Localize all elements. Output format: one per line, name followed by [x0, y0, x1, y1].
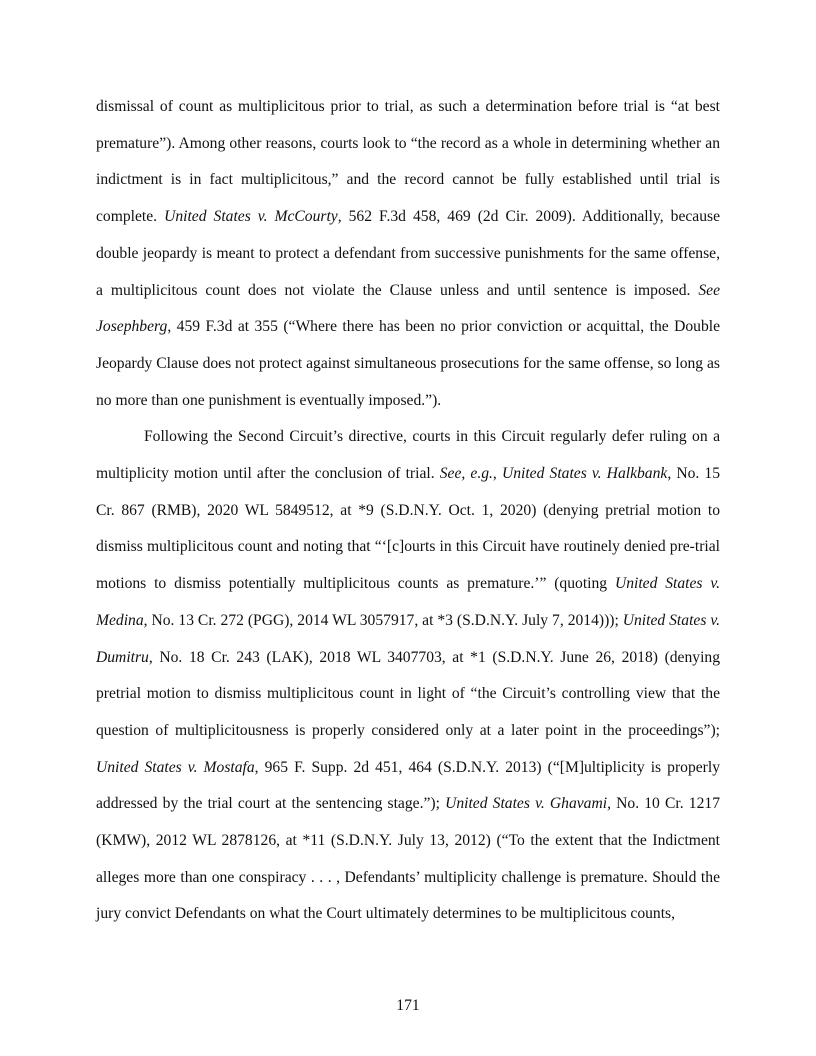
body-text: [96, 89, 720, 933]
page-number: 171: [396, 997, 420, 1014]
citation-text: United States v. Dumitru: [96, 611, 720, 666]
paragraph-text: No. 10 Cr. 1217 (KMW), 2012 WL 2878126, at *11 (S.D.N.Y. July 13, 2012) (“To the extent that the Indictment alleges more than one conspiracy . . . , Defendants’ multiplicity challenge is premature. Should the jury convict Defendants on what the Court ultimately determines to be multiplicitous counts,: [96, 795, 720, 923]
citation-text: See Josephberg: [96, 281, 720, 336]
paragraph-text: dismissal of count as multiplicitous prior to trial, as such a determination before trial is “at best premature”). Among other reasons, courts look to “the record as a whole in determining whether an indictment is in fact multiplicitous,” and the record cannot be fully established until trial is complete.: [96, 98, 720, 226]
paragraph-text: ,: [492, 465, 502, 483]
paragraph-text: , No. 18 Cr. 243 (LAK), 2018 WL 3407703, at *1 (S.D.N.Y. June 26, 2018) (denying pretrial motion to dismiss multiplicitous count in light of “the Circuit’s controlling view that the question of multiplicitousness is properly considered only at a later point in the proceedings”);: [96, 648, 720, 739]
paragraph-text: , 965 F. Supp. 2d 451, 464 (S.D.N.Y. 2013) (“[M]ultiplicity is properly addressed by the trial court at the sentencing stage.”);: [96, 758, 720, 813]
paragraph-text: , No. 15 Cr. 867 (RMB), 2020 WL 5849512, at *9 (S.D.N.Y. Oct. 1, 2020) (denying pretrial motion to dismiss multiplicitous count and noting that “‘[c]ourts in this Circuit have routinely denied pre-trial motions to dismiss potentially multiplicitous counts as premature.’” (quoting: [96, 465, 721, 593]
citation-text: See, e.g.: [439, 465, 493, 483]
paragraph: [96, 89, 720, 419]
citation-text: United States v. Ghavami,: [445, 795, 611, 813]
citation-text: United States v. McCourty: [164, 208, 338, 226]
paragraph-text: , No. 13 Cr. 272 (PGG), 2014 WL 3057917, at *3 (S.D.N.Y. July 7, 2014)));: [143, 611, 623, 629]
paragraph: [96, 419, 720, 933]
paragraph-text: , 459 F.3d at 355 (“Where there has been no prior conviction or acquittal, the Double Jeopardy Clause does not protect against simultaneous prosecutions for the same offense, so long as no more than one punishment is eventually imposed.”).: [96, 318, 720, 409]
paragraph-text: Following the Second Circuit’s directive, courts in this Circuit regularly defer ruling on a multiplicity motion until after the conclusion of trial.: [96, 428, 720, 483]
citation-text: United States v. Mostafa: [96, 758, 255, 776]
paragraph-text: , 562 F.3d 458, 469 (2d Cir. 2009). Additionally, because double jeopardy is meant to protect a defendant from successive punishments for the same offense, a multiplicitous count does not violate the Clause unless and until sentence is imposed.: [96, 208, 721, 299]
citation-text: United States v. Medina: [96, 575, 720, 629]
citation-text: United States v. Halkbank: [501, 465, 668, 483]
